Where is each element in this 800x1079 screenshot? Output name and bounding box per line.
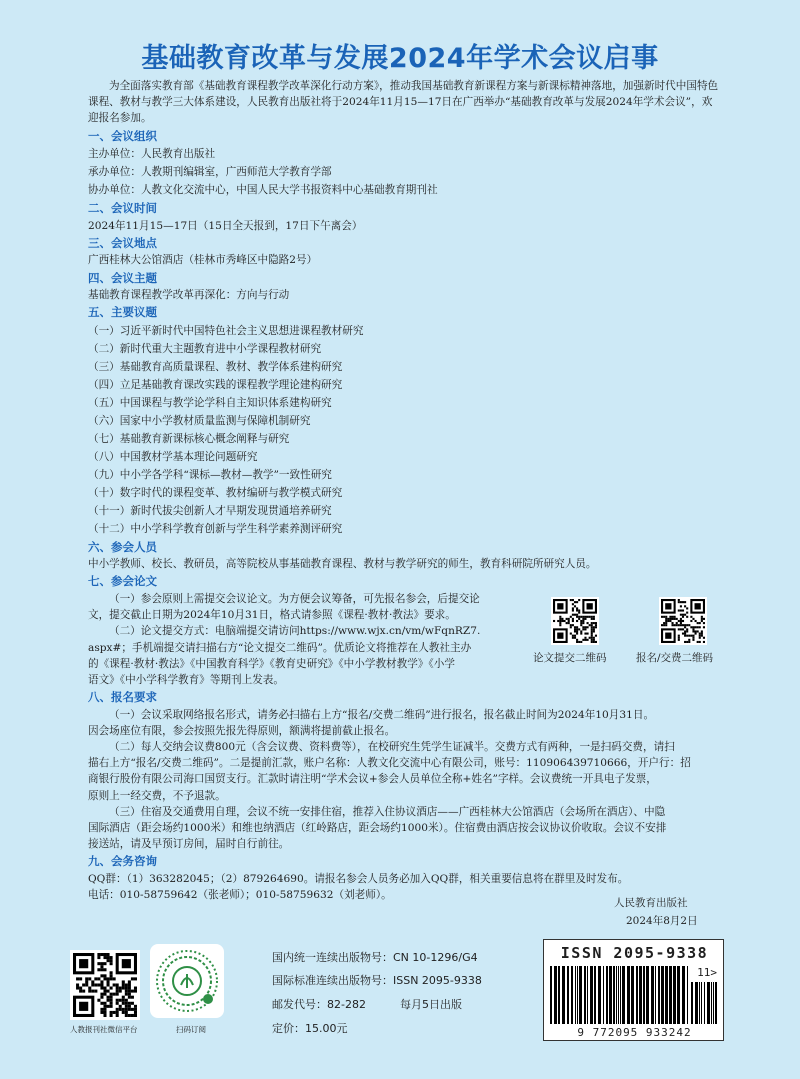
topic-item: （八）中国教材学基本理论问题研究 [88,450,258,463]
topic-item: （一）习近平新时代中国特色社会主义思想进课程教材研究 [88,324,364,337]
intro-paragraph: 为全面落实教育部《基础教育课程教学改革深化行动方案》，推动我国基础教育新课程方案与新课标精神落地，加强新时代中国特色课程、教材与教学三大体系建设，人民教育出版社将于2024年11月15—17日在广西举办“基础教育改革与发展2024年学术会议”，欢迎报名参加。 [88,80,719,125]
registration-p2-line: 商银行股份有限公司海口国贸支行。汇款时请注明“学术会议+参会人员单位全称+姓名”字样。会议费统一开具电子发票， [88,773,657,786]
topic-item: （二）新时代重大主题教育进中小学课程教材研究 [88,342,322,355]
meeting-theme: 基础教育课程教学改革再深化：方向与行动 [88,289,290,302]
page-title: 基础教育改革与发展2024年学术会议启事 [141,43,659,74]
section-contact-title: 九、会务咨询 [88,854,157,869]
registration-p1-line: 因会场座位有限，参会按照先报先得原则，额满将提前截止报名。 [88,724,396,737]
topic-item: （九）中小学各学科“课标—教材—教学”一致性研究 [88,468,332,481]
barcode-icon [550,966,688,1024]
topic-item: （十）数字时代的课程变革、教材编研与教学模式研究 [88,486,343,499]
participants-text: 中小学教师、校长、教研员，高等院校从事基础教育课程、教材与教学研究的师生，教育科研院所研究人员。 [88,558,597,571]
meeting-venue: 广西桂林大公馆酒店（桂林市秀峰区中隐路2号） [88,254,318,267]
registration-p3-line: 接送站，请及早预订房间，届时自行前往。 [88,838,290,851]
notice-body [88,78,720,903]
contact-qq: QQ群：（1）363282045；（2）879264690。请报名参会人员务必加入QQ群，相关重要信息将在群里及时发布。 [88,872,629,885]
organization-list [88,145,720,199]
paper-submission-qr-code[interactable] [551,597,599,645]
organizer-line: 主办单位：人民教育出版社 [88,148,216,161]
papers-p1-line: 文，提交截止日期为2024年10月31日，格式请参照《课程·教材·教法》要求。 [88,609,456,622]
registration-p2-line: （二）每人交纳会议费800元（含会议费、资料费等），在校研究生凭学生证减半。交费方式有两种，一是扫码交费，请扫 [109,741,675,754]
section-time-title: 二、会议时间 [88,201,157,216]
registration-p3-line: 国际酒店（距会场约1000米）和维也纳酒店（红岭路店，距会场约1000米）。住宿费由酒店按会议协议价收取。会议不安排 [88,822,667,835]
registration-p3-line: （三）住宿及交通费用自理，会议不统一安排住宿，推荐入住协议酒店——广西桂林大公馆酒店（会场所在酒店）、中隐 [109,805,666,818]
signature-date: 2024年8月2日 [626,915,698,927]
topic-item: （五）中国课程与教学论学科自主知识体系建构研究 [88,396,332,409]
paper-qr-caption: 论文提交二维码 [533,652,607,664]
papers-p2-line: （二）论文提交方式：电脑端提交请访问https://www.wjx.cn/vm/wFqnRZ7. [109,625,481,638]
papers-text [88,591,528,688]
registration-p2-line: 描右上方“报名/交费二维码”。二是提前汇款，账户名称：人教文化交流中心有限公司，账号：110906439710666，开户行：招 [88,757,691,770]
papers-p1-line: （一）参会原则上需提交会议论文。为方便会议筹备，可先报名参会，后提交论 [109,592,480,605]
topic-item: （四）立足基础教育课改实践的课程教学理论建构研究 [88,378,343,391]
section-papers-title: 七、参会论文 [88,574,157,589]
barcode-digits: 9 772095 933242 [577,1026,692,1039]
topic-item: （十二）中小学科学教育创新与学生科学素养测评研究 [88,522,343,535]
papers-p2-line: 语文》《中小学科学教育》等期刊上发表。 [88,673,284,686]
topic-item: （六）国家中小学教材质量监测与保障机制研究 [88,414,311,427]
cn-number: 国内统一连续出版物号：CN 10-1296/G4 [272,951,478,964]
section-registration-title: 八、报名要求 [88,690,157,705]
mini-program-code[interactable] [150,944,224,1018]
price: 定价：15.00元 [272,1022,348,1035]
registration-qr-caption: 报名/交费二维码 [636,652,714,664]
registration-p1-line: （一）会议采取网络报名形式，请务必扫描右上方“报名/交费二维码”进行报名，报名截止时间为2024年10月31日。 [109,708,655,721]
issn-line: 国际标准连续出版物号：ISSN 2095-9338 [272,974,482,987]
wechat-platform-caption: 人教报刊社微信平台 [70,1025,138,1034]
section-theme-title: 四、会议主题 [88,270,157,285]
issn-box-title: ISSN 2095-9338 [560,944,709,962]
papers-p2-line: aspx#；手机端提交请扫描右方“论文提交二维码”。优质论文将推荐在人教社主办 [88,641,472,654]
topic-item: （十一）新时代拔尖创新人才早期发现贯通培养研究 [88,504,332,517]
postal-code: 邮发代号：82-282 [272,998,366,1011]
mini-program-code-icon [153,947,221,1015]
host-line: 承办单位：人教期刊编辑室，广西师范大学教育学部 [88,166,332,179]
topic-item: （七）基础教育新课标核心概念阐释与研究 [88,432,290,445]
contact-phone: 电话：010-58759642（张老师）；010-58759632（刘老师）。 [88,889,392,902]
registration-p2-line: 原则上一经交费，不予退款。 [88,789,226,802]
section-venue-title: 三、会议地点 [88,235,157,250]
registration-payment-qr-code[interactable] [659,597,707,645]
topic-item: （三）基础教育高质量课程、教材、教学体系建构研究 [88,360,343,373]
meeting-time: 2024年11月15—17日（15日全天报到，17日下午离会） [88,219,363,232]
wechat-platform-qr-code[interactable] [70,950,140,1020]
co-organizer-line: 协办单位：人教文化交流中心，中国人民大学书报资料中心基础教育期刊社 [88,184,438,197]
papers-p2-line: 的《课程·教材·教法》《中国教育科学》《教育史研究》《中小学教材教学》《小学 [88,657,455,670]
publication-schedule: 每月5日出版 [400,998,462,1011]
section-topics-title: 五、主要议题 [88,305,157,320]
section-organization-title: 一、会议组织 [88,128,157,143]
mini-program-caption: 扫码订阅 [176,1025,206,1034]
issn-barcode-box [543,939,724,1041]
topics-list [88,322,720,538]
barcode-addon: 11> [697,966,717,979]
addon-barcode-icon [691,982,717,1024]
signature-org: 人民教育出版社 [614,897,688,909]
section-participants-title: 六、参会人员 [88,539,157,554]
